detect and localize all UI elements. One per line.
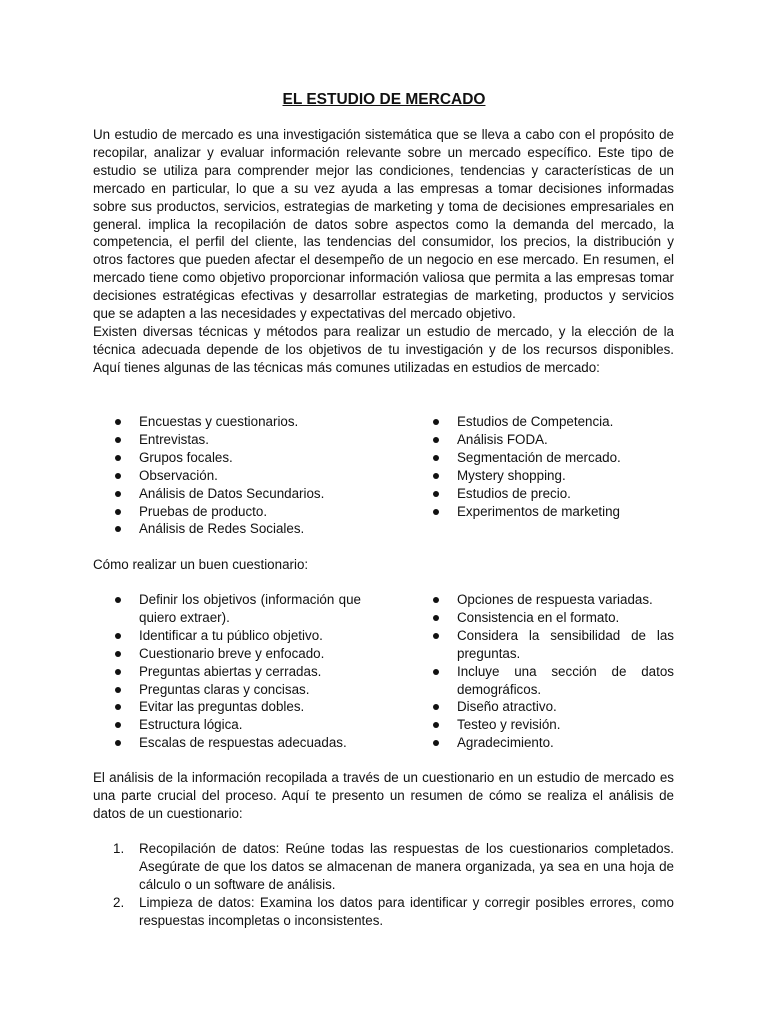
list-item: Diseño atractivo.: [431, 698, 674, 716]
bullet-icon: [115, 597, 121, 603]
bullet-icon: [433, 740, 439, 746]
list-item: Incluye una sección de datos demográficos.: [431, 663, 674, 699]
list-item: Experimentos de marketing: [431, 503, 674, 521]
bullet-icon: [115, 669, 121, 675]
list-item: Estudios de Competencia.: [431, 413, 674, 431]
list-item: Preguntas abiertas y cerradas.: [113, 663, 361, 681]
bullet-icon: [433, 455, 439, 461]
intro-paragraph: Un estudio de mercado es una investigación sistemática que se lleva a cabo con el propósito de recopilar, analizar y evaluar información relevante sobre un mercado específico. Este tipo de estudio se utiliza para comprender mejor las condiciones, tendencias y características de un mercado en particular, lo que a su vez ayuda a las empresas a tomar decisiones informadas sobre sus productos, servicios, estrategias de marketing y toma de decisiones empresariales en general. implica la recopilación de datos sobre aspectos como la demanda del mercado, la competencia, el perfil del cliente, las tendencias del consumidor, los precios, la distribución y otros factores que pueden afectar el desempeño de un negocio en ese mercado. En resumen, el mercado tiene como objetivo proporcionar información valiosa que permita a las empresas tomar decisiones estratégicas efectivas y desarrollar estrategias de marketing, productos y servicios que se adapten a las necesidades y expectativas del mercado objetivo.: [93, 127, 674, 322]
step-number: 1.: [113, 841, 125, 856]
bullet-icon: [115, 740, 121, 746]
list-item: Escalas de respuestas adecuadas.: [113, 734, 361, 752]
list-item: Opciones de respuesta variadas.: [431, 591, 674, 609]
list-item: Testeo y revisión.: [431, 716, 674, 734]
list-item: [93, 894, 674, 930]
analysis-steps-list: [93, 840, 674, 930]
analysis-paragraph: El análisis de la información recopilada a través de un cuestionario en un estudio de mercado es una parte crucial del proceso. Aquí te presento un resumen de cómo se realiza el análisis de datos de un cuestionario:: [93, 770, 674, 821]
bullet-icon: [433, 491, 439, 497]
list-item: Definir los objetivos (información que quiero extraer).: [113, 591, 361, 627]
page-title: EL ESTUDIO DE MERCADO: [282, 91, 486, 108]
bullet-icon: [115, 704, 121, 710]
list-item: Encuestas y cuestionarios.: [113, 413, 361, 431]
bullet-icon: [433, 509, 439, 515]
techniques-intro-paragraph: Existen diversas técnicas y métodos para realizar un estudio de mercado, y la elección de la técnica adecuada depende de los objetivos de tu investigación y de los recursos disponibles. Aquí tienes algunas de las técnicas más comunes utilizadas en estudios de mercado:: [93, 323, 674, 375]
bullet-icon: [115, 633, 121, 639]
techniques-list-right: [431, 413, 674, 520]
list-item: Cuestionario breve y enfocado.: [113, 645, 361, 663]
bullet-icon: [433, 615, 439, 621]
list-item: Análisis de Datos Secundarios.: [113, 485, 361, 503]
list-item: [93, 840, 674, 894]
list-item: Estructura lógica.: [113, 716, 361, 734]
bullet-icon: [115, 722, 121, 728]
bullet-icon: [115, 509, 121, 515]
questionnaire-heading: Cómo realizar un buen cuestionario:: [93, 557, 309, 572]
bullet-icon: [433, 419, 439, 425]
questionnaire-list-left: [113, 591, 361, 752]
techniques-lists: [93, 413, 674, 543]
techniques-list-left: [113, 413, 361, 538]
list-item: Preguntas claras y concisas.: [113, 681, 361, 699]
list-item: Observación.: [113, 467, 361, 485]
bullet-icon: [433, 473, 439, 479]
list-item: Segmentación de mercado.: [431, 449, 674, 467]
bullet-icon: [433, 597, 439, 603]
list-item: Entrevistas.: [113, 431, 361, 449]
step-text: Recopilación de datos: Reúne todas las respuestas de los cuestionarios completados. Asegúrate de que los datos se almacenan de manera organizada, ya sea en una hoja de cálculo o un software de análisis.: [139, 841, 674, 892]
bullet-icon: [433, 722, 439, 728]
bullet-icon: [433, 437, 439, 443]
list-item: Estudios de precio.: [431, 485, 674, 503]
step-number: 2.: [113, 894, 125, 910]
bullet-icon: [115, 687, 121, 693]
intro-section: [93, 126, 674, 377]
bullet-icon: [115, 473, 121, 479]
bullet-icon: [115, 437, 121, 443]
bullet-icon: [433, 633, 439, 639]
bullet-icon: [115, 526, 121, 532]
questionnaire-list-right: [431, 591, 674, 752]
list-item: Análisis FODA.: [431, 431, 674, 449]
bullet-icon: [115, 491, 121, 497]
questionnaire-lists: [93, 591, 674, 756]
bullet-icon: [115, 455, 121, 461]
list-item: Mystery shopping.: [431, 467, 674, 485]
list-item: Agradecimiento.: [431, 734, 674, 752]
list-item: Pruebas de producto.: [113, 503, 361, 521]
list-item: Evitar las preguntas dobles.: [113, 698, 361, 716]
list-item: Grupos focales.: [113, 449, 361, 467]
bullet-icon: [115, 419, 121, 425]
bullet-icon: [433, 669, 439, 675]
list-item: Análisis de Redes Sociales.: [113, 520, 361, 538]
bullet-icon: [115, 651, 121, 657]
list-item: Considera la sensibilidad de las preguntas.: [431, 627, 674, 663]
list-item: Consistencia en el formato.: [431, 609, 674, 627]
bullet-icon: [433, 704, 439, 710]
list-item: Identificar a tu público objetivo.: [113, 627, 361, 645]
step-text: Limpieza de datos: Examina los datos para identificar y corregir posibles errores, como respuestas incompletas o inconsistentes.: [139, 894, 674, 928]
